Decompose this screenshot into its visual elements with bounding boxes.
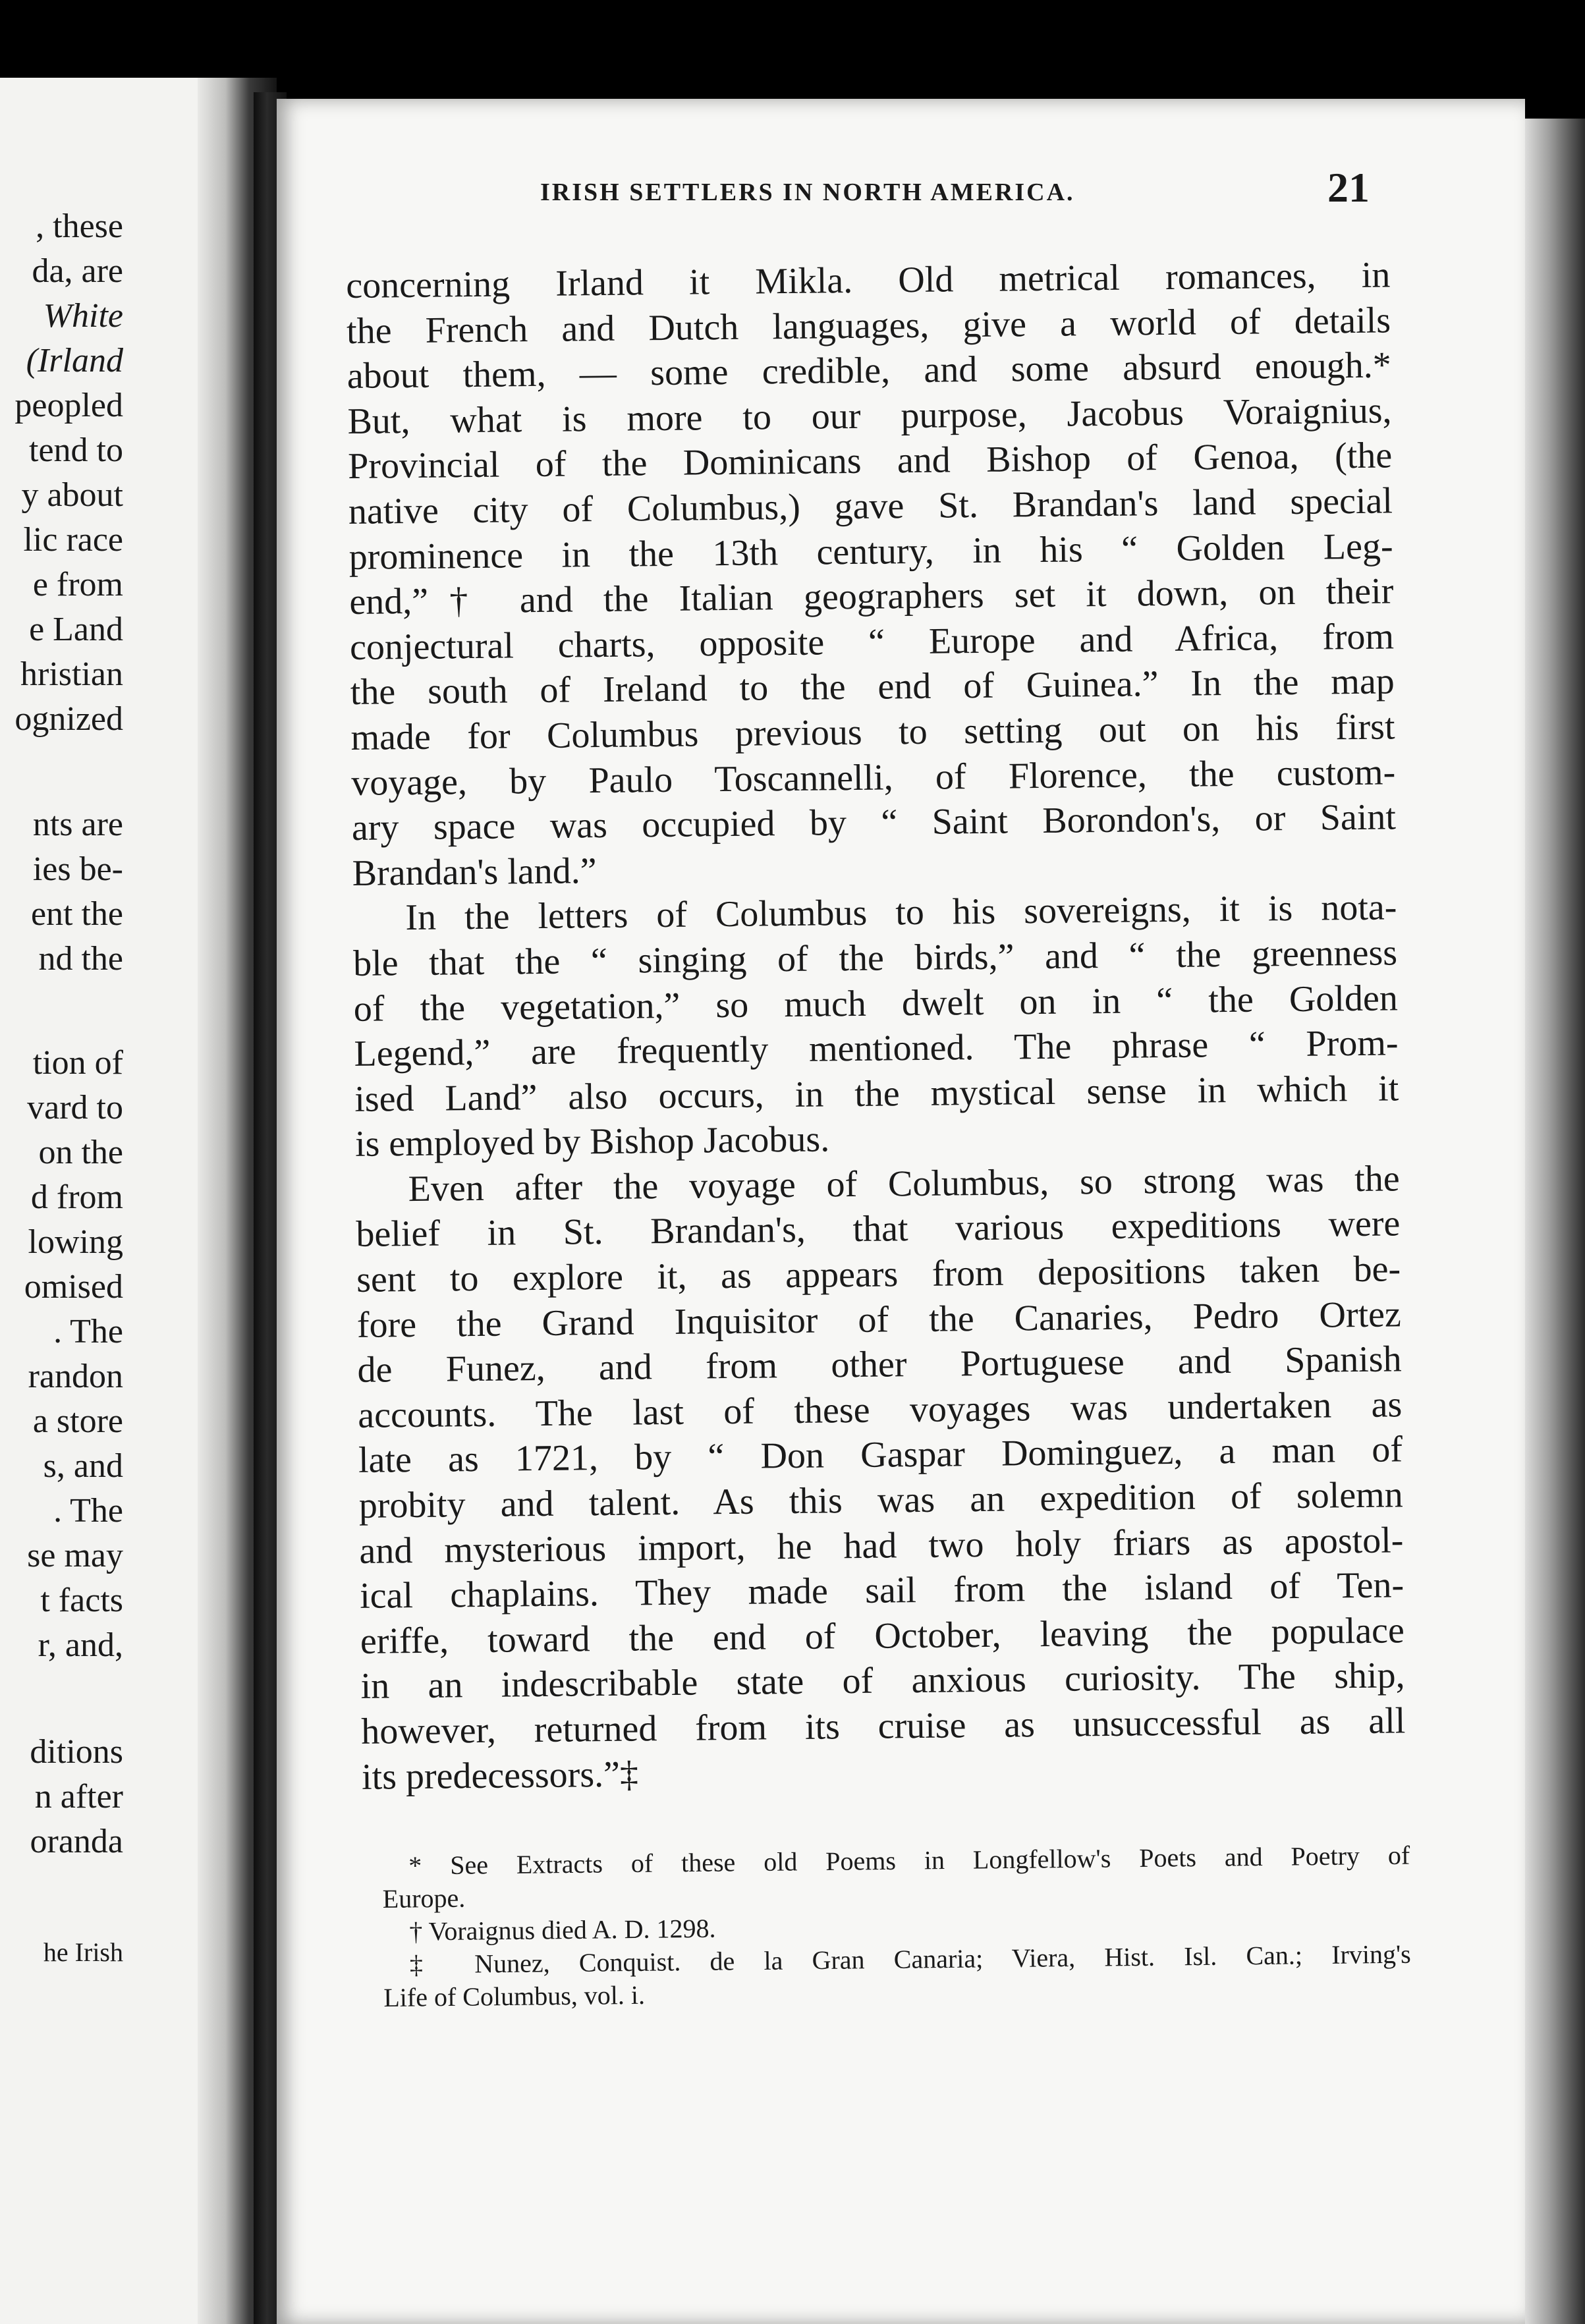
- left-page-fragment: randon: [28, 1358, 123, 1395]
- body-line: late as 1721, by “ Don Gaspar Dominguez, a man of: [358, 1429, 1403, 1481]
- left-page-fragment: hristian: [20, 655, 123, 693]
- body-line: the French and Dutch languages, give a world of details: [346, 299, 1391, 352]
- left-page-fragment: nd the: [38, 940, 123, 978]
- body-line: ble that the “ singing of the birds,” and “ the greenness: [352, 932, 1398, 984]
- left-page-fragment: t facts: [40, 1582, 123, 1619]
- body-line: Even after the voyage of Columbus, so strong was the: [408, 1158, 1400, 1209]
- body-line: probity and talent. As this was an expedition of solemn: [358, 1474, 1403, 1526]
- body-line: its predecessors.”‡: [361, 1754, 639, 1798]
- left-page-fragment: n after: [34, 1778, 123, 1815]
- body-line: Brandan's land.”: [352, 850, 597, 894]
- left-page-fragment: lic race: [23, 521, 123, 559]
- left-page-fragment: . The: [53, 1492, 123, 1530]
- left-page-fragment: ditions: [30, 1733, 123, 1771]
- body-line: sent to explore it, as appears from depositions taken be-: [356, 1248, 1401, 1300]
- footnote-line: * See Extracts of these old Poems in Longfellow's Poets and Poetry of: [408, 1840, 1410, 1881]
- left-page-fragment: ies be-: [32, 850, 123, 888]
- left-page-fragment: a store: [32, 1402, 123, 1440]
- left-page-fragment: y about: [21, 476, 123, 514]
- left-page-fragment: White: [43, 297, 123, 335]
- body-line: belief in St. Brandan's, that various expeditions were: [356, 1203, 1401, 1256]
- body-line: and mysterious import, he had two holy friars as apostol-: [359, 1519, 1404, 1572]
- left-page-fragment: omised: [24, 1268, 123, 1306]
- left-page-fragment: da, are: [32, 252, 123, 290]
- left-page-fragment: peopled: [14, 387, 123, 424]
- left-page-fragment: on the: [38, 1134, 123, 1171]
- left-facing-page: [0, 78, 227, 2324]
- left-page-fragment: d from: [30, 1178, 123, 1216]
- left-page-fragment: ognized: [14, 700, 123, 738]
- body-line: Provincial of the Dominicans and Bishop of Genoa, (the: [347, 435, 1393, 487]
- running-head: IRISH SETTLERS IN NORTH AMERICA.: [540, 179, 1075, 206]
- left-page-fragment: nts are: [32, 806, 123, 843]
- body-line: ised Land” also occurs, in the mystical sense in which it: [354, 1068, 1399, 1120]
- body-line: however, returned from its cruise as unsuccessful as all: [361, 1700, 1406, 1752]
- footnote-line: Europe.: [382, 1883, 466, 1914]
- body-line: of the vegetation,” so much dwelt on in “ the Golden: [353, 977, 1399, 1030]
- left-page-fragment: e Land: [29, 611, 123, 648]
- body-line: accounts. The last of these voyages was undertaken as: [357, 1384, 1403, 1436]
- body-line: voyage, by Paulo Toscannelli, of Florence, the custom-: [350, 751, 1396, 804]
- body-line: fore the Grand Inquisitor of the Canaries, Pedro Ortez: [356, 1293, 1402, 1346]
- page-number: 21: [1327, 164, 1370, 211]
- body-line: Legend,” are frequently mentioned. The phrase “ Prom-: [354, 1022, 1399, 1075]
- footnote-line: ‡ Nunez, Conquist. de la Gran Canaria; Viera, Hist. Isl. Can.; Irving's: [409, 1939, 1411, 1979]
- right-page-edge: [1525, 119, 1585, 2324]
- left-page-fragment: vard to: [27, 1089, 123, 1126]
- left-page-fragment: tend to: [29, 431, 123, 469]
- left-page-fragment: ent the: [30, 895, 123, 933]
- left-page-fragment: . The: [53, 1313, 123, 1350]
- body-line: about them, — some credible, and some absurd enough.*: [347, 345, 1392, 397]
- left-page-fragment: (Irland: [26, 342, 123, 379]
- left-page-fragment: e from: [32, 566, 123, 603]
- body-line: But, what is more to our purpose, Jacobus Voraignius,: [347, 390, 1392, 442]
- left-page-fragment: , these: [36, 208, 123, 245]
- body-line: de Funez, and from other Portuguese and Spanish: [357, 1339, 1402, 1391]
- body-line: concerning Irland it Mikla. Old metrical romances, in: [346, 254, 1391, 306]
- body-line: conjectural charts, opposite “ Europe and Africa, from: [349, 616, 1395, 668]
- left-page-fragment: oranda: [30, 1823, 123, 1860]
- footnote-line: † Voraignus died A. D. 1298.: [409, 1913, 716, 1947]
- body-line: ary space was occupied by “ Saint Borondon's, or Saint: [351, 796, 1397, 849]
- body-line: in an indescribable state of anxious curiosity. The ship,: [360, 1655, 1405, 1707]
- body-line: In the letters of Columbus to his sovereigns, it is nota-: [405, 887, 1397, 939]
- footnotes: [382, 1839, 1412, 2014]
- left-page-fragment: s, and: [43, 1447, 123, 1485]
- left-page-fragment: lowing: [28, 1223, 123, 1261]
- body-line: ical chaplains. They made sail from the island of Ten-: [359, 1564, 1404, 1617]
- left-page-fragment: se may: [27, 1537, 123, 1574]
- body-line: the south of Ireland to the end of Guinea.” In the map: [350, 661, 1395, 713]
- footnote-line: Life of Columbus, vol. i.: [383, 1979, 646, 2012]
- body-line: prominence in the 13th century, in his “ Golden Leg-: [348, 525, 1393, 578]
- body-text: [346, 252, 1406, 1800]
- left-page-fragment: r, and,: [38, 1626, 123, 1664]
- body-line: is employed by Bishop Jacobus.: [354, 1119, 830, 1165]
- left-page-fragment: he Irish: [43, 1937, 123, 1967]
- body-line: end,”† and the Italian geographers set it down, on their: [349, 570, 1394, 623]
- body-line: made for Columbus previous to setting out on his first: [350, 706, 1395, 758]
- body-line: eriffe, toward the end of October, leaving the populace: [360, 1610, 1405, 1662]
- body-line: native city of Columbus,) gave St. Brandan's land special: [348, 480, 1393, 532]
- left-page-fragment: tion of: [32, 1044, 123, 1082]
